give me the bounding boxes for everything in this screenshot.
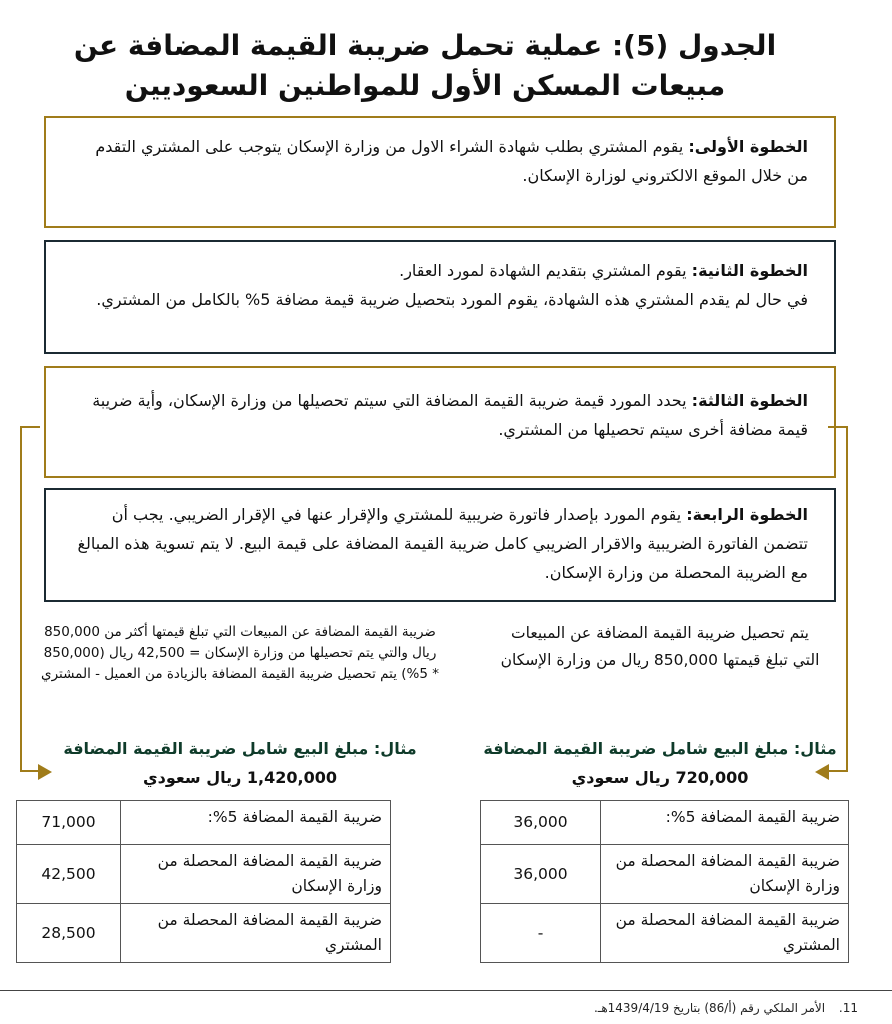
vat-table-right <box>480 800 849 963</box>
step-3-box <box>44 366 836 478</box>
step-2-label: الخطوة الثانية: <box>691 261 808 280</box>
table-cell-value: - <box>481 904 601 963</box>
step-3-label: الخطوة الثالثة: <box>691 391 808 410</box>
flow-connector-left <box>20 426 40 772</box>
example-left <box>40 734 440 792</box>
table-row <box>17 801 391 845</box>
step-4-text: يقوم المورد بإصدار فاتورة ضريبية للمشتري والإقرار عنها في الإقرار الضريبي. يجب أن تتضمن الفاتورة الضريبية والاقرار الضريبي كامل ضريبة القيمة المضافة على قيمة البيع. لا يتم تسوية هذه المبالغ مع الضريبة المحصلة من وزارة الإسكان. <box>77 505 808 582</box>
example-left-label: مثال: <box>373 739 417 758</box>
step-4-box <box>44 488 836 602</box>
step-1-text: يقوم المشتري بطلب شهادة الشراء الاول من وزارة الإسكان يتوجب على المشتري التقدم من خلال الموقع الالكتروني لوزارة الإسكان. <box>95 137 808 185</box>
step-2-text-2: في حال لم يقدم المشتري هذه الشهادة، يقوم المورد بتحصيل ضريبة قيمة مضافة 5% بالكامل من المشتري. <box>96 290 808 309</box>
table-row <box>481 904 849 963</box>
example-left-text: مبلغ البيع شامل ضريبة القيمة المضافة <box>63 739 369 758</box>
step-2-text: يقوم المشتري بتقديم الشهادة لمورد العقار. <box>399 261 687 280</box>
step-1-label: الخطوة الأولى: <box>688 137 808 156</box>
step-4-label: الخطوة الرابعة: <box>686 505 808 524</box>
table-row <box>17 904 391 963</box>
example-right-text: مبلغ البيع شامل ضريبة القيمة المضافة <box>483 739 789 758</box>
table-cell-value: 36,000 <box>481 845 601 904</box>
note-right: يتم تحصيل ضريبة القيمة المضافة عن المبيعات التي تبلغ قيمتها 850,000 ريال من وزارة الإسكان <box>500 624 820 669</box>
example-right <box>480 734 840 792</box>
table-cell-desc: ضريبة القيمة المضافة المحصلة من المشتري <box>601 904 849 963</box>
table-cell-desc: ضريبة القيمة المضافة 5%: <box>601 801 849 845</box>
vat-table-left <box>16 800 391 963</box>
table-cell-value: 42,500 <box>17 845 121 904</box>
table-cell-desc: ضريبة القيمة المضافة المحصلة من وزارة الإسكان <box>121 845 391 904</box>
table-cell-value: 28,500 <box>17 904 121 963</box>
page-title: الجدول (5): عملية تحمل ضريبة القيمة المضافة عن مبيعات المسكن الأول للمواطنين السعوديين <box>73 29 777 102</box>
table-cell-value: 71,000 <box>17 801 121 845</box>
table-cell-desc: ضريبة القيمة المضافة 5%: <box>121 801 391 845</box>
table-cell-desc: ضريبة القيمة المضافة المحصلة من المشتري <box>121 904 391 963</box>
step-1-box <box>44 116 836 228</box>
table-row <box>481 845 849 904</box>
footnote-number: 11. <box>838 1001 858 1015</box>
table-cell-value: 36,000 <box>481 801 601 845</box>
step-2-box <box>44 240 836 354</box>
footer-divider <box>0 990 892 991</box>
footnote-text: الأمر الملكي رقم (أ/86) بتاريخ 1439/4/19هـ. <box>593 1001 826 1015</box>
example-left-amount: 1,420,000 ريال سعودي <box>142 768 337 787</box>
note-left: ضريبة القيمة المضافة عن المبيعات التي تبلغ قيمتها أكثر من 850,000 ريال والتي يتم تحصيلها من وزارة الإسكان = 42,500 ريال (850,000 * 5%) يتم تحصيل ضريبة القيمة المضافة بالزيادة من العميل - المشتري <box>41 624 439 682</box>
example-right-amount: 720,000 ريال سعودي <box>571 768 749 787</box>
step-3-text: يحدد المورد قيمة ضريبة القيمة المضافة التي سيتم تحصيلها من وزارة الإسكان، وأية ضريبة قيمة مضافة أخرى سيتم تحصيلها من المشتري. <box>92 391 808 439</box>
example-right-label: مثال: <box>793 739 837 758</box>
table-row <box>17 845 391 904</box>
footnote <box>218 1001 858 1015</box>
flow-connector-right <box>828 426 848 772</box>
table-cell-desc: ضريبة القيمة المضافة المحصلة من وزارة الإسكان <box>601 845 849 904</box>
table-row <box>481 801 849 845</box>
